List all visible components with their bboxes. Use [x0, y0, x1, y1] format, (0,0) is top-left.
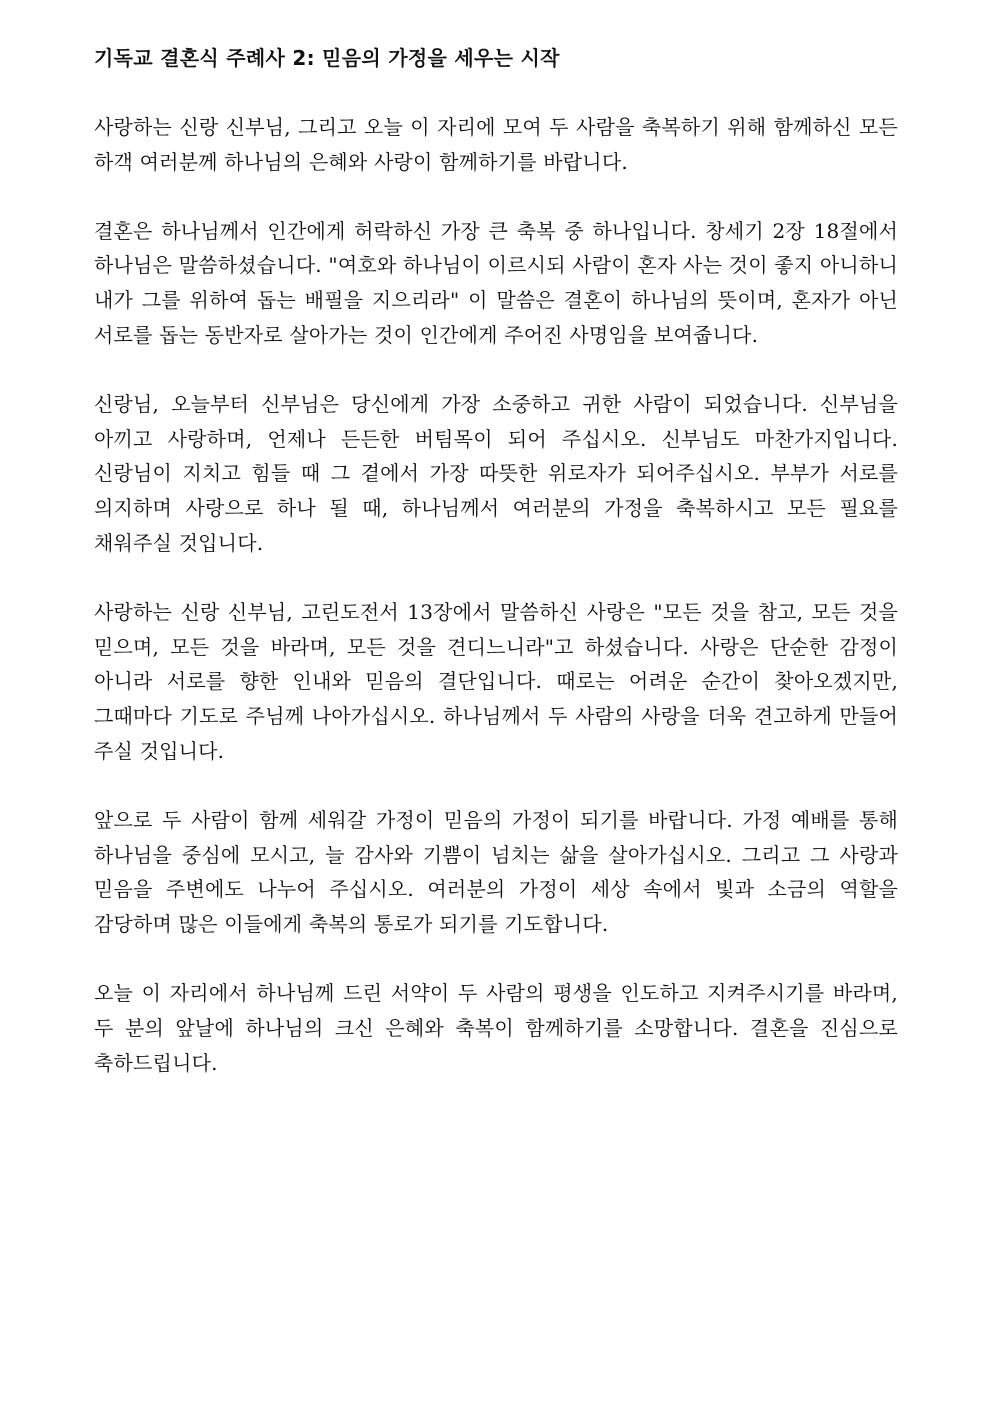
paragraph-genesis: 결혼은 하나님께서 인간에게 허락하신 가장 큰 축복 중 하나입니다. 창세기 2장 18절에서 하나님은 말씀하셨습니다. "여호와 하나님이 이르시되 사람이 혼자 사는 것이 좋지 아니하니 내가 그를 위하여 돕는 배필을 지으리라" 이 말씀은 결혼이 하나님의 뜻이며, 혼자가 아닌 서로를 돕는 동반자로 살아가는 것이 인간에게 주어진 사명임을 보여줍니다.	[94, 218, 898, 347]
paragraph-groom-bride: 신랑님, 오늘부터 신부님은 당신에게 가장 소중하고 귀한 사람이 되었습니다. 신부님을 아끼고 사랑하며, 언제나 든든한 버팀목이 되어 주십시오. 신부님도 마찬가지입니다. 신랑님이 지치고 힘들 때 그 곁에서 가장 따뜻한 위로자가 되어주십시오. 부부가 서로를 의지하며 사랑으로 하나 될 때, 하나님께서 여러분의 가정을 축복하시고 모든 필요를 채워주실 것입니다.	[94, 391, 898, 555]
paragraph-closing: 오늘 이 자리에서 하나님께 드린 서약이 두 사람의 평생을 인도하고 지켜주시기를 바라며, 두 분의 앞날에 하나님의 크신 은혜와 축복이 함께하기를 소망합니다. 결혼을 진심으로 축하드립니다.	[94, 980, 898, 1075]
paragraph-family-of-faith: 앞으로 두 사람이 함께 세워갈 가정이 믿음의 가정이 되기를 바랍니다. 가정 예배를 통해 하나님을 중심에 모시고, 늘 감사와 기쁨이 넘치는 삶을 살아가십시오. 그리고 그 사랑과 믿음을 주변에도 나누어 주십시오. 여러분의 가정이 세상 속에서 빛과 소금의 역할을 감당하며 많은 이들에게 축복의 통로가 되기를 기도합니다.	[94, 807, 898, 937]
document-title: 기독교 결혼식 주례사 2: 믿음의 가정을 세우는 시작	[94, 46, 560, 70]
paragraph-corinthians: 사랑하는 신랑 신부님, 고린도전서 13장에서 말씀하신 사랑은 "모든 것을 참고, 모든 것을 믿으며, 모든 것을 바라며, 모든 것을 견디느니라"고 하셨습니다. 사랑은 단순한 감정이 아니라 서로를 향한 인내와 믿음의 결단입니다. 때로는 어려운 순간이 찾아오겠지만, 그때마다 기도로 주님께 나아가십시오. 하나님께서 두 사람의 사랑을 더욱 견고하게 만들어 주실 것입니다.	[94, 599, 898, 763]
document-page	[94, 38, 898, 1114]
paragraph-greeting: 사랑하는 신랑 신부님, 그리고 오늘 이 자리에 모여 두 사람을 축복하기 위해 함께하신 모든 하객 여러분께 하나님의 은혜와 사랑이 함께하기를 바랍니다.	[94, 115, 898, 174]
